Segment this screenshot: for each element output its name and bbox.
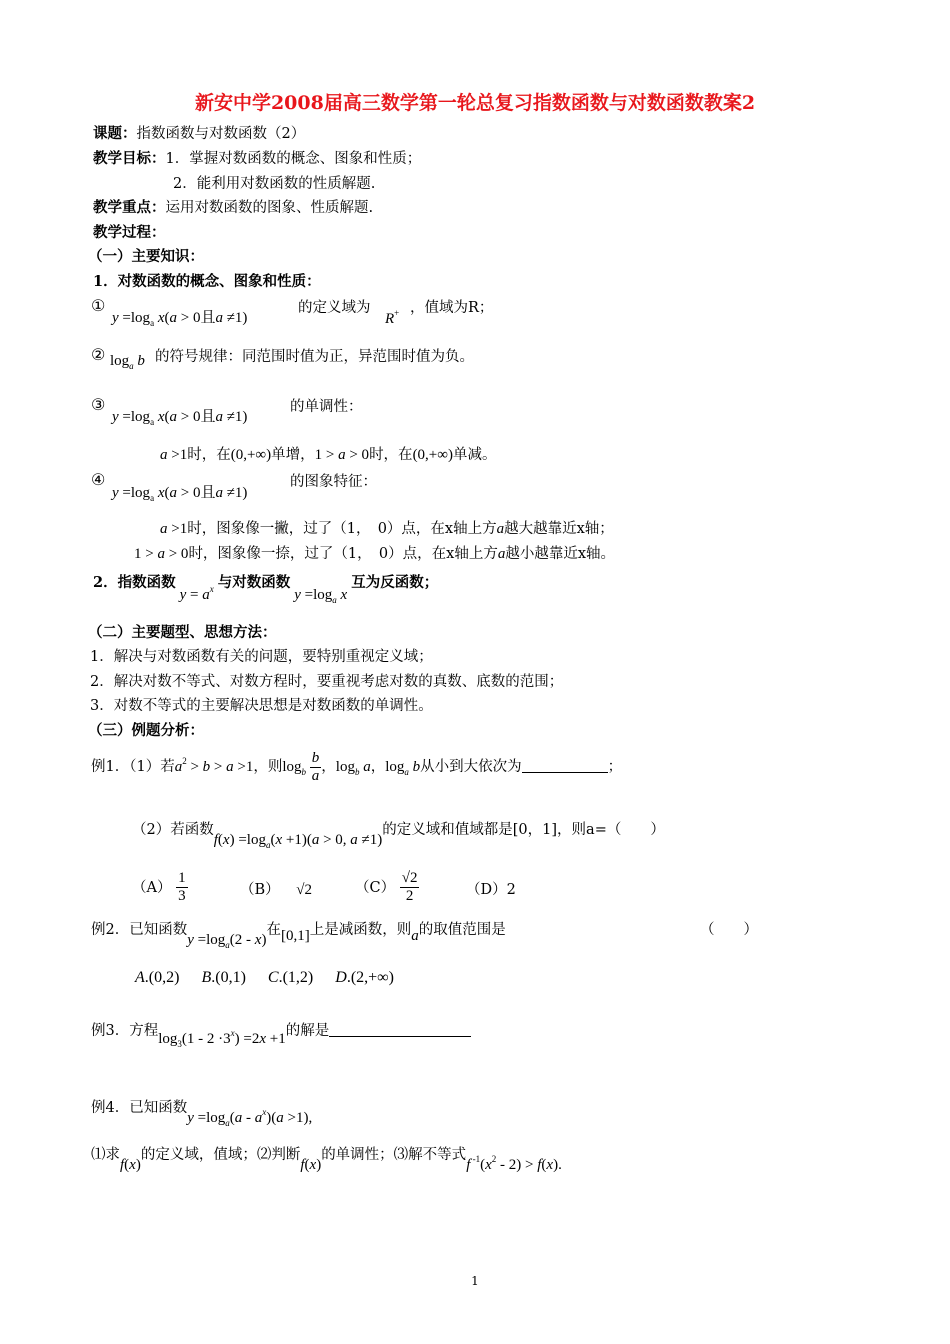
- item-3-text: 的单调性：: [290, 399, 363, 415]
- method-item-3: 3．对数不等式的主要解决思想是对数函数的单调性。: [90, 698, 433, 714]
- log-function-formula-2: $y =\log_a$ x(a > 0且a ≠1): [112, 409, 248, 427]
- item-4-marker: ④: [91, 470, 106, 489]
- choice-b: （B） √2: [240, 882, 312, 898]
- example-4-text: 例4．已知函数$y =\log_a(a - a^x)(a >1)$,: [91, 1100, 313, 1128]
- example-2-paren: （ ）: [700, 922, 758, 938]
- log-a-b-formula: $\log_a b$: [110, 353, 145, 371]
- method-item-1: 1．解决与对数函数有关的问题，要特别重视定义域；: [90, 649, 433, 665]
- example-2-text: 例2．已知函数$y =\log_a(2 - x)$在[0,1]上是减函数，则a的取值范围是: [91, 922, 506, 950]
- section-2-heading: （二）主要题型、思想方法：: [88, 624, 277, 641]
- example-3-text: 例3．方程$\log_3(1 - 2 \cdot 3^x) =2x +1$的解是: [91, 1019, 471, 1041]
- choice-d: （D）2: [466, 882, 516, 898]
- item-1-text-b: ，值域为R；: [410, 300, 494, 316]
- r-plus-symbol: R+: [385, 308, 400, 327]
- example-1-part-2: （2）若函数$f(x) =\log_a(x +1)(a > 0$, a ≠1)的定义域和值域都是[0，1]，则a=（ ）: [132, 822, 665, 850]
- monotonicity-line: a >1时，在(0,+∞)单增，1 > a > 0时，在(0,+∞)单减。: [160, 447, 497, 463]
- focus-line: 教学重点：运用对数函数的图象、性质解题.: [93, 199, 374, 216]
- item-1-text-a: 的定义域为: [298, 300, 371, 316]
- graph-feature-1: a >1时，图象像一撇，过了（1， 0）点，在x轴上方a越大越靠近x轴；: [160, 521, 614, 537]
- item-3-marker: ③: [91, 395, 106, 414]
- item-2-marker: ②: [91, 345, 106, 364]
- section-3-heading: （三）例题分析：: [88, 722, 204, 739]
- process-heading: 教学过程：: [93, 224, 166, 241]
- method-item-2: 2．解决对数不等式、对数方程时，要重视考虑对数的真数、底数的范围；: [90, 674, 564, 690]
- page-number: 1: [471, 1274, 479, 1288]
- goals-line-2: 2．能利用对数函数的性质解题.: [173, 176, 376, 192]
- graph-feature-2: 1 > a > 0时，图象像一捺，过了（1， 0）点，在x轴上方a越小越靠近x轴。: [134, 546, 616, 562]
- example-4-questions: ⑴求f(x)的定义域，值域；⑵判断f(x)的单调性；⑶解不等式f $^{-1}(x^2 - 2) > f(x)$.: [91, 1147, 562, 1173]
- answer-blank-1: [522, 758, 608, 773]
- item-2-text: 的符号规律：同范围时值为正，异范围时值为负。: [155, 349, 474, 365]
- item-1-marker: ①: [91, 296, 106, 315]
- page-title: 新安中学2008届高三数学第一轮总复习指数函数与对数函数教案2: [194, 92, 756, 114]
- example-2-choices: A.(0,2) B.(0,1) C.(1,2) D.(2,+∞): [135, 969, 394, 986]
- answer-blank-3: [329, 1022, 471, 1037]
- section-1-sub-2: 2．指数函数$y = a^x$ 与对数函数$y =\log_a$ x互为反函数；: [93, 574, 439, 605]
- goals-line-1: 教学目标：1．掌握对数函数的概念、图象和性质；: [93, 150, 422, 167]
- section-1-heading: （一）主要知识：: [88, 248, 204, 265]
- item-4-text: 的图象特征：: [290, 474, 377, 490]
- log-function-formula: $y =\log_a$ x(a > 0且a ≠1): [112, 310, 248, 328]
- section-1-sub-1: 1．对数函数的概念、图象和性质：: [93, 273, 321, 290]
- choice-c: （C） $\frac{√2}{2}$: [355, 870, 418, 905]
- topic-line: 课题：指数函数与对数函数（2）: [93, 125, 306, 142]
- example-1-part-1: 例1．（1）若$a^2 > b > a >1$，则$\log_b$ $\frac{b}{a}$ ，$\log_b a$，$\log_a b$从小到大依次为 ；: [91, 749, 623, 785]
- choice-a: （A） $\frac{1}{3}$: [132, 870, 186, 905]
- log-function-formula-3: $y =\log_a$ x(a > 0且a ≠1): [112, 485, 248, 503]
